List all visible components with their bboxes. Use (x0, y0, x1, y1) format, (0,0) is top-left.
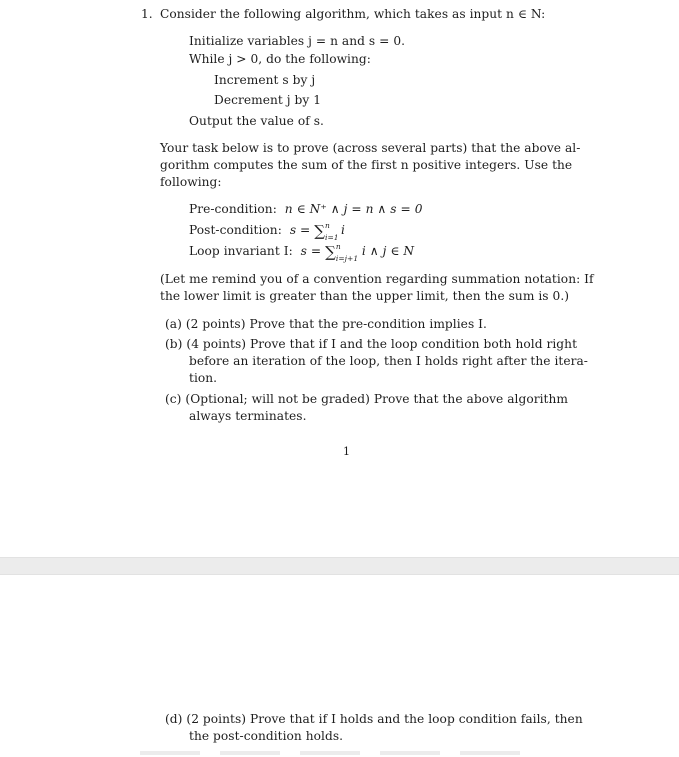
part-a: (a) (2 points) Prove that the pre-condition implies I. (165, 317, 487, 331)
part-c-line-2: always terminates. (189, 409, 307, 423)
inv-sum-upper: n (335, 242, 341, 251)
reminder-line-2: the lower limit is greater than the upper limit, then the sum is 0.) (160, 289, 570, 303)
loop-invariant-lhs: s = (300, 244, 322, 258)
cut-off-text-line (140, 751, 540, 755)
algorithm-while: While j > 0, do the following: (189, 52, 371, 66)
problem-number: 1. (141, 7, 153, 21)
algorithm-decrement: Decrement j by 1 (214, 93, 322, 107)
task-line-2: gorithm computes the sum of the first n positive integers. Use the (160, 158, 573, 172)
summation-symbol: ∑ (325, 243, 336, 261)
inv-sum-limits (335, 242, 362, 263)
problem-intro: Consider the following algorithm, which takes as input n ∈ N: (160, 7, 546, 21)
algorithm-increment: Increment s by j (214, 73, 316, 87)
pre-condition-label: Pre-condition: (189, 202, 277, 216)
inv-sum-term: i ∧ j ∈ N (361, 244, 415, 258)
part-b-line-3: tion. (189, 371, 218, 385)
pre-condition-expr: n ∈ N⁺ ∧ j = n ∧ s = 0 (284, 202, 423, 216)
page-separator (0, 557, 679, 575)
post-sum-term: i (341, 223, 345, 237)
part-d-line-1: (d) (2 points) Prove that if I holds and the loop condition fails, then (165, 712, 583, 726)
post-sum-upper: n (325, 221, 330, 230)
task-line-1: Your task below is to prove (across several parts) that the above al- (160, 141, 581, 155)
algorithm-init: Initialize variables j = n and s = 0. (189, 34, 406, 48)
task-line-3: following: (160, 175, 222, 189)
post-sum-limits (325, 221, 341, 242)
algorithm-output: Output the value of s. (189, 114, 324, 128)
inv-sum-lower: i=j+1 (335, 254, 359, 263)
part-d-line-2: the post-condition holds. (189, 729, 344, 743)
loop-invariant (189, 242, 415, 263)
post-sum-lower: i=1 (325, 233, 339, 242)
post-condition (189, 221, 345, 242)
part-b-line-1: (b) (4 points) Prove that if I and the loop condition both hold right (165, 337, 578, 351)
post-condition-lhs: s = (289, 223, 311, 237)
document-page-2 (0, 575, 679, 757)
post-condition-label: Post-condition: (189, 223, 282, 237)
reminder-line-1: (Let me remind you of a convention regarding summation notation: If (160, 272, 594, 286)
loop-invariant-label: Loop invariant I: (189, 244, 293, 258)
pre-condition (189, 201, 423, 217)
summation-symbol: ∑ (314, 222, 326, 240)
part-b-line-2: before an iteration of the loop, then I holds right after the itera- (189, 354, 588, 368)
page-number: 1 (343, 445, 351, 458)
part-c-line-1: (c) (Optional; will not be graded) Prove that the above algorithm (165, 392, 568, 406)
